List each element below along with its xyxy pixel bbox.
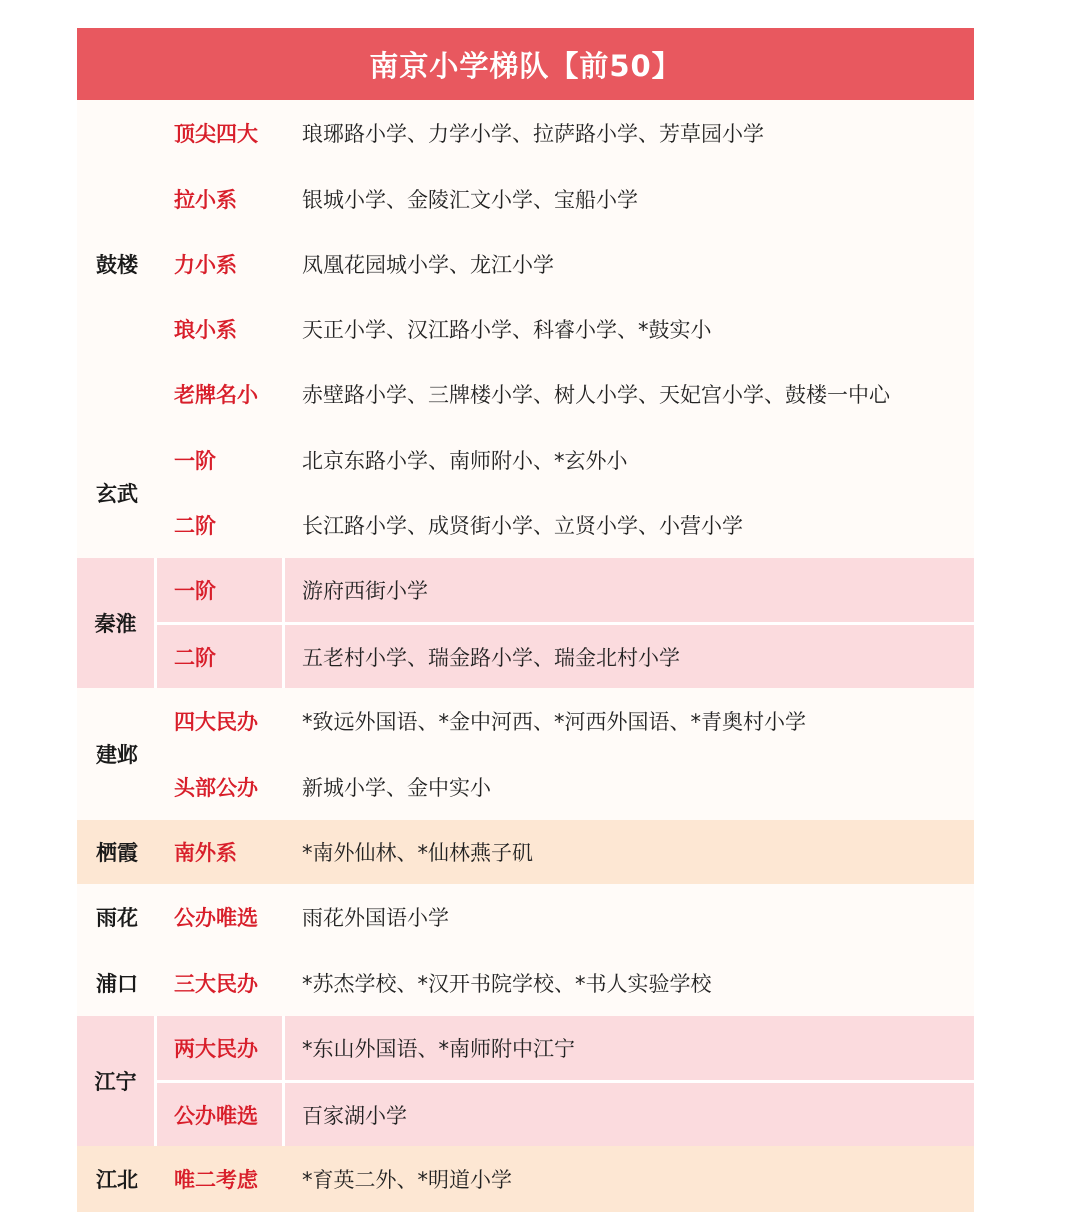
table-row xyxy=(157,492,974,558)
table-row xyxy=(157,100,974,166)
tier-label: 二阶 xyxy=(174,514,216,538)
district-label: 浦口 xyxy=(96,972,138,996)
table-row xyxy=(157,688,974,754)
district-label: 栖霞 xyxy=(96,841,138,865)
school-list: *苏杰学校、*汉开书院学校、*书人实验学校 xyxy=(302,972,712,996)
tier-label: 两大民办 xyxy=(157,1016,285,1080)
district-label: 玄武 xyxy=(96,481,138,506)
tier-label: 顶尖四大 xyxy=(174,122,258,146)
table-row xyxy=(157,166,974,231)
table-row xyxy=(157,558,974,622)
ranking-table xyxy=(77,28,974,1212)
school-list: 雨花外国语小学 xyxy=(302,906,449,930)
table-row xyxy=(157,1016,974,1080)
tier-label: 二阶 xyxy=(157,625,285,688)
school-list: 游府西街小学 xyxy=(302,579,428,603)
district-group-jianye xyxy=(77,688,974,820)
tier-label: 琅小系 xyxy=(174,317,237,342)
tier-label: 一阶 xyxy=(157,558,285,622)
tier-label: 四大民办 xyxy=(174,710,258,734)
table-row xyxy=(157,296,974,361)
table-row xyxy=(157,622,974,688)
district-group-pukou xyxy=(77,950,974,1016)
school-list: 天正小学、汉江路小学、科睿小学、*鼓实小 xyxy=(302,317,712,342)
table-row xyxy=(157,1146,974,1212)
district-label: 雨花 xyxy=(96,906,138,930)
school-list: 凤凰花园城小学、龙江小学 xyxy=(302,252,554,277)
school-list: *育英二外、*明道小学 xyxy=(302,1168,512,1192)
tier-label: 三大民办 xyxy=(174,972,258,996)
district-group-gulou xyxy=(77,100,974,427)
school-list: 北京东路小学、南师附小、*玄外小 xyxy=(302,448,628,473)
district-group-jiangning xyxy=(77,1016,974,1146)
district-group-yuhua xyxy=(77,884,974,950)
district-label: 鼓楼 xyxy=(96,252,138,277)
table-row xyxy=(157,884,974,950)
district-group-qixia xyxy=(77,820,974,884)
tier-label: 公办唯选 xyxy=(157,1083,285,1146)
district-label: 建邺 xyxy=(96,743,138,767)
table-row xyxy=(157,950,974,1016)
tier-label: 拉小系 xyxy=(174,187,237,212)
district-label: 江北 xyxy=(96,1168,138,1192)
school-list: 五老村小学、瑞金路小学、瑞金北村小学 xyxy=(302,645,680,670)
school-list: 银城小学、金陵汇文小学、宝船小学 xyxy=(302,187,638,212)
table-title: 南京小学梯队【前50】 xyxy=(77,28,974,100)
district-group-qinhuai xyxy=(77,558,974,688)
school-list: 百家湖小学 xyxy=(302,1103,407,1128)
table-row xyxy=(157,427,974,492)
school-list: 赤壁路小学、三牌楼小学、树人小学、天妃宫小学、鼓楼一中心 xyxy=(302,383,890,407)
school-list: *南外仙林、*仙林燕子矶 xyxy=(302,841,533,865)
district-label: 江宁 xyxy=(77,1016,157,1146)
tier-label: 老牌名小 xyxy=(174,383,258,407)
school-list: 新城小学、金中实小 xyxy=(302,776,491,800)
table-row xyxy=(157,754,974,820)
school-list: 琅琊路小学、力学小学、拉萨路小学、芳草园小学 xyxy=(302,122,764,146)
district-group-xuanwu xyxy=(77,427,974,558)
table-row xyxy=(157,820,974,884)
tier-label: 头部公办 xyxy=(174,776,258,800)
table-row xyxy=(157,361,974,427)
school-list: 长江路小学、成贤街小学、立贤小学、小营小学 xyxy=(302,514,743,538)
tier-label: 公办唯选 xyxy=(174,906,258,930)
school-list: *东山外国语、*南师附中江宁 xyxy=(302,1037,575,1061)
tier-label: 一阶 xyxy=(174,448,216,473)
district-group-jiangbei xyxy=(77,1146,974,1212)
district-label: 秦淮 xyxy=(77,558,157,688)
tier-label: 唯二考虑 xyxy=(174,1168,258,1192)
tier-label: 力小系 xyxy=(174,252,237,277)
table-row xyxy=(157,231,974,296)
table-row xyxy=(157,1080,974,1146)
school-list: *致远外国语、*金中河西、*河西外国语、*青奥村小学 xyxy=(302,710,806,734)
tier-label: 南外系 xyxy=(174,841,237,865)
